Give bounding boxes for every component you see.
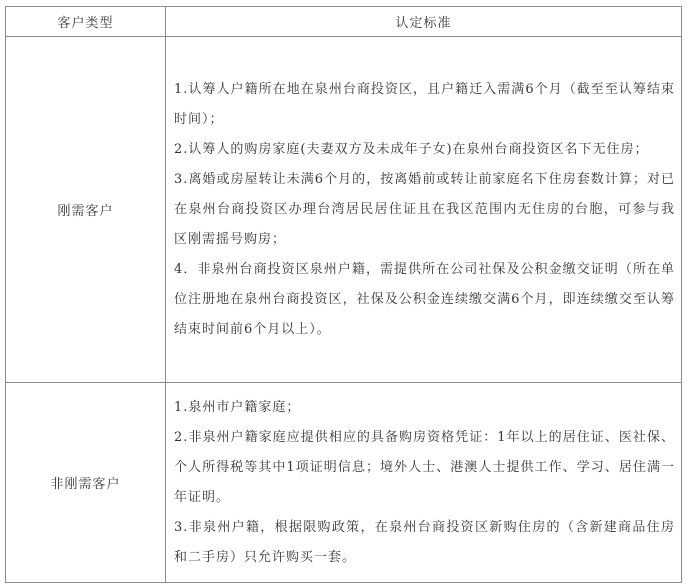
customer-criteria-table bbox=[5, 6, 682, 583]
customer-type-cell: 非刚需客户 bbox=[6, 383, 166, 583]
header-customer-type: 客户类型 bbox=[6, 7, 166, 37]
table-row bbox=[6, 37, 682, 383]
table-row bbox=[6, 383, 682, 583]
criteria-cell bbox=[166, 383, 682, 583]
criteria-item: 2.非泉州户籍家庭应提供相应的具备购房资格凭证：1年以上的居住证、医社保、个人所得税等其中1项证明信息；境外人士、港澳人士提供工作、学习、居住满一年证明。 bbox=[174, 429, 675, 505]
criteria-item: 3.离婚或房屋转让未满6个月的，按离婚前或转让前家庭名下住房套数计算；对已在泉州台商投资区办理台湾居民居住证且在我区范围内无住房的台胞，可参与我区刚需摇号购房； bbox=[174, 171, 675, 247]
customer-type-cell: 刚需客户 bbox=[6, 37, 166, 383]
criteria-item: 4．非泉州台商投资区泉州户籍，需提供所在公司社保及公积金缴交证明（所在单位注册地在泉州台商投资区，社保及公积金连续缴交满6个月，即连续缴交至认筹结束时间前6个月以上）。 bbox=[174, 261, 675, 337]
criteria-item: 3.非泉州户籍，根据限购政策，在泉州台商投资区新购住房的（含新建商品住房和二手房）只允许购买一套。 bbox=[174, 519, 675, 565]
table-header-row bbox=[6, 7, 682, 37]
criteria-item: 1.认筹人户籍所在地在泉州台商投资区，且户籍迁入需满6个月（截至至认筹结束时间）； bbox=[174, 81, 675, 127]
header-criteria: 认定标准 bbox=[166, 7, 682, 37]
criteria-item: 1.泉州市户籍家庭； bbox=[174, 399, 301, 415]
criteria-item: 2.认筹人的购房家庭(夫妻双方及未成年子女)在泉州台商投资区名下无住房； bbox=[174, 141, 649, 157]
criteria-cell bbox=[166, 37, 682, 383]
